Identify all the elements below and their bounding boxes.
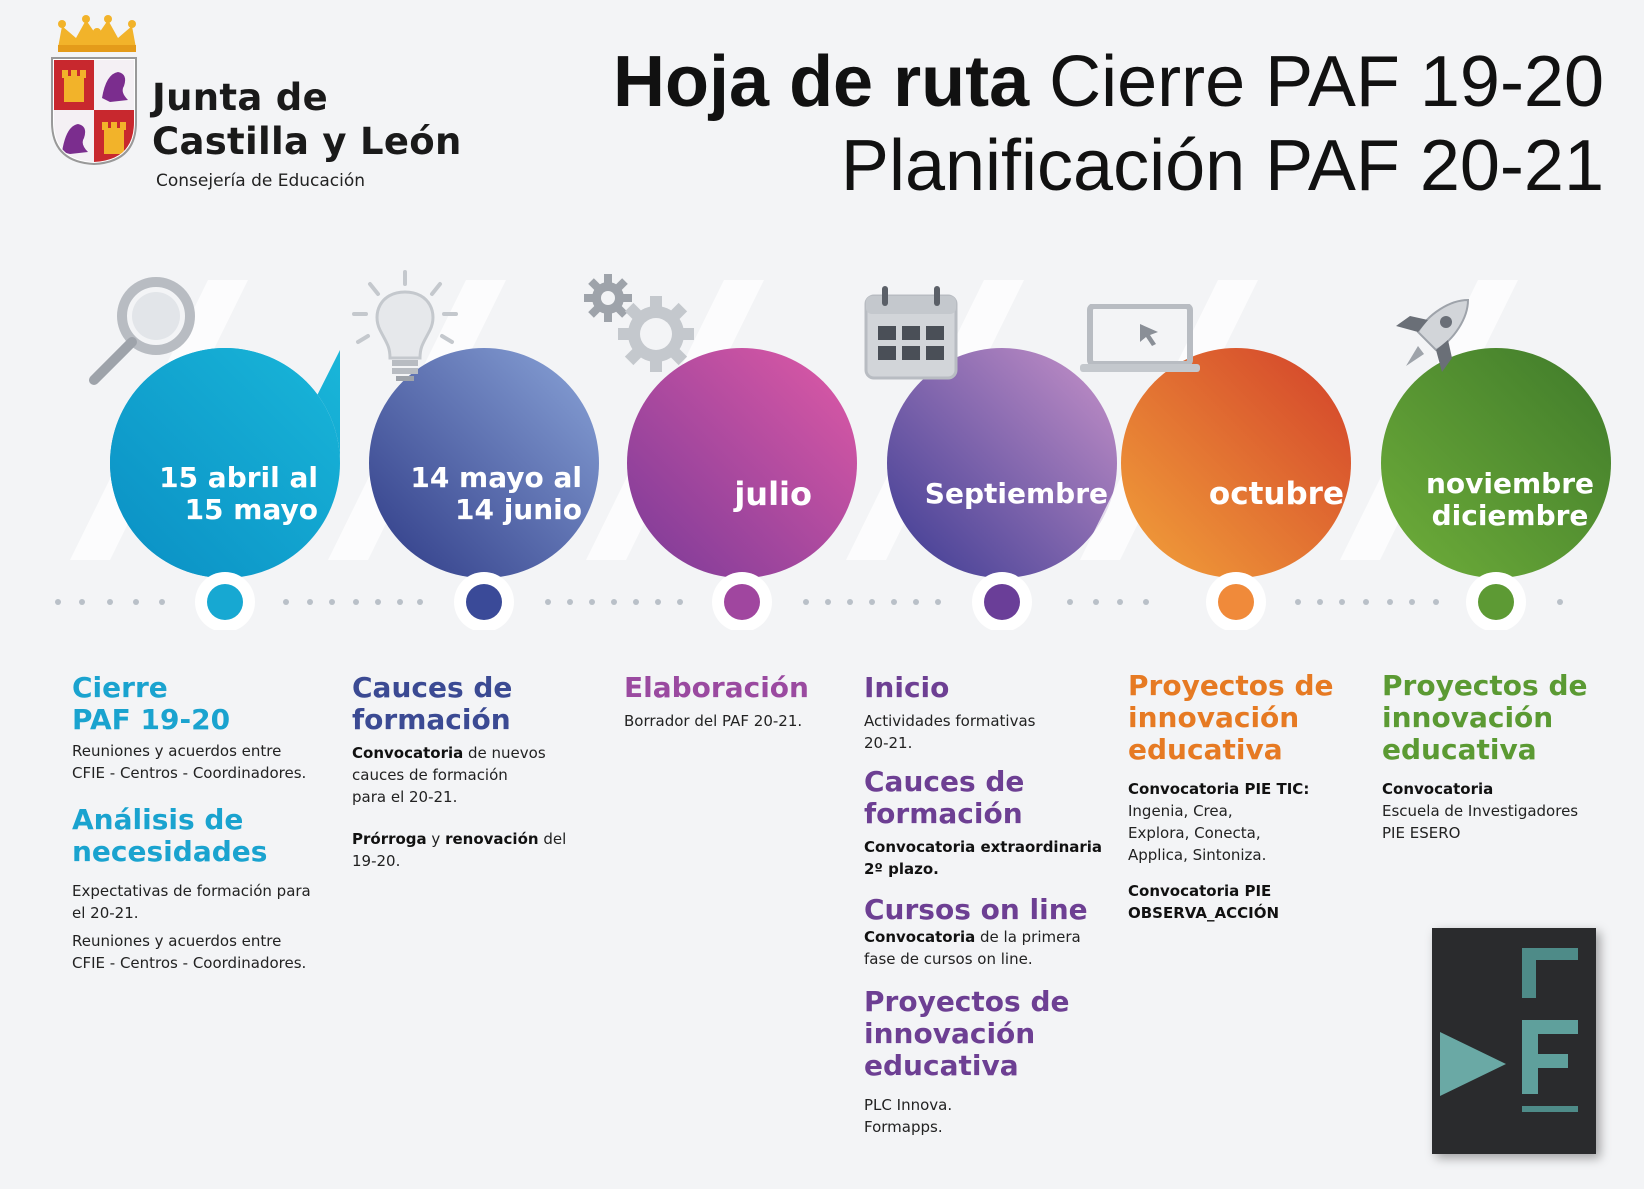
c1-heading-2	[72, 804, 332, 868]
coat-of-arms-icon	[50, 56, 138, 166]
c2-text-2-rest: del	[538, 830, 567, 848]
c2-text-2-bold2: renovación	[445, 830, 539, 848]
stage-label-5-line1: octubre	[1208, 476, 1344, 512]
c2-text-2-mid: y	[426, 830, 446, 848]
column-5	[1128, 670, 1368, 924]
stage-label-3-line1: julio	[734, 475, 812, 513]
c2-text-2-bold1: Prórroga	[352, 830, 427, 848]
stage-label-6-line1: noviembre	[1425, 467, 1595, 500]
c2-text-1-rest: de nuevos	[463, 744, 546, 762]
c5-heading-1-line2: innovación	[1128, 701, 1300, 734]
c4-text-3-rest: de la primera	[975, 928, 1081, 946]
jcyl-logo	[48, 14, 468, 199]
ff-logo-badge	[1432, 928, 1596, 1154]
c5-text-2-line1: Convocatoria PIE	[1128, 882, 1272, 900]
timeline	[0, 250, 1644, 630]
stage-label-2-line2: 14 junio	[454, 493, 582, 526]
c6-heading-1-line3: educativa	[1382, 733, 1537, 766]
stage-shape-6	[1340, 280, 1611, 630]
ff-logo-icon	[1432, 928, 1596, 1154]
c6-text-1	[1382, 778, 1622, 844]
c5-heading-1-line3: educativa	[1128, 733, 1283, 766]
c5-text-1-line2: Ingenia, Crea,	[1128, 802, 1233, 820]
c4-text-2	[864, 836, 1108, 880]
c3-text-1: Borrador del PAF 20-21.	[624, 712, 803, 730]
c4-text-1	[864, 710, 1108, 754]
c5-text-1	[1128, 778, 1368, 866]
stage-label-1	[150, 462, 318, 526]
stage-label-4	[918, 478, 1108, 510]
c4-text-1-line2: 20-21.	[864, 734, 913, 752]
c4-heading-2-line1: Cauces de	[864, 765, 1025, 798]
c6-heading-1-line2: innovación	[1382, 701, 1554, 734]
department-name: Consejería de Educación	[156, 171, 366, 191]
c4-text-3-bold: Convocatoria	[864, 928, 976, 946]
c1-text-3-line1: Reuniones y acuerdos entre	[72, 932, 282, 950]
stage-label-1-line1: 15 abril al	[159, 461, 318, 494]
laptop-icon	[1078, 304, 1202, 374]
column-4	[864, 672, 1108, 1138]
c6-text-1-bold: Convocatoria	[1382, 780, 1494, 798]
title-line1	[613, 40, 1604, 124]
c1-text-3-line2: CFIE - Centros - Coordinadores.	[72, 954, 307, 972]
rocket-icon	[1388, 296, 1474, 380]
c4-heading-3: Cursos on line	[864, 893, 1088, 926]
c1-heading-1-line2: PAF 19-20	[72, 703, 231, 736]
c2-heading-1-line1: Cauces de	[352, 671, 513, 704]
stage-label-5	[1176, 478, 1344, 510]
c1-text-3	[72, 930, 332, 974]
c1-text-1	[72, 740, 332, 784]
c1-heading-1-line1: Cierre	[72, 671, 168, 704]
c5-text-1-line3: Explora, Conecta,	[1128, 824, 1261, 842]
c4-heading-4-line3: educativa	[864, 1049, 1019, 1082]
stage-label-6-line2: diciembre	[1431, 499, 1589, 532]
title-bold: Hoja de ruta	[613, 42, 1030, 122]
title-line2: Planificación PAF 20-21	[840, 126, 1604, 206]
c4-text-1-line1: Actividades formativas	[864, 712, 1036, 730]
c2-heading-1	[352, 672, 592, 736]
column-2	[352, 672, 592, 872]
c4-heading-4	[864, 986, 1108, 1082]
c5-text-1-bold: Convocatoria PIE TIC:	[1128, 780, 1310, 798]
c4-heading-1: Inicio	[864, 671, 950, 704]
c5-heading-1-line1: Proyectos de	[1128, 669, 1334, 702]
c1-heading-2-line2: necesidades	[72, 835, 268, 868]
column-1	[72, 672, 332, 974]
c5-text-2	[1128, 880, 1368, 924]
c6-text-1-line2: Escuela de Investigadores	[1382, 802, 1579, 820]
c1-text-2	[72, 880, 332, 924]
stage-label-2	[402, 462, 582, 526]
c2-text-1-line3: para el 20-21.	[352, 788, 458, 806]
c4-text-4-line2: Formapps.	[864, 1118, 943, 1136]
c4-text-4-line1: PLC Innova.	[864, 1096, 953, 1114]
calendar-icon	[862, 284, 960, 384]
org-name-line1: Junta de	[152, 76, 328, 119]
page-title	[613, 40, 1604, 208]
c2-text-1	[352, 742, 592, 808]
title-rest: Cierre PAF 19-20	[1029, 42, 1604, 122]
c6-heading-1	[1382, 670, 1622, 766]
c4-text-4	[864, 1094, 1108, 1138]
c3-heading-1: Elaboración	[624, 671, 809, 704]
dotted-line	[55, 599, 1563, 605]
c2-heading-1-line2: formación	[352, 703, 511, 736]
c1-heading-2-line1: Análisis de	[72, 803, 244, 836]
c1-heading-1	[72, 672, 332, 736]
c5-heading-1	[1128, 670, 1368, 766]
c4-heading-2	[864, 766, 1108, 830]
c4-text-3	[864, 926, 1108, 970]
stage-label-4-line1: Septiembre	[924, 477, 1108, 510]
c4-text-2-line2: 2º plazo.	[864, 860, 939, 878]
c2-text-1-bold: Convocatoria	[352, 744, 464, 762]
c1-text-1-line2: CFIE - Centros - Coordinadores.	[72, 764, 307, 782]
gears-icon	[580, 268, 700, 378]
c1-text-2-line2: el 20-21.	[72, 904, 139, 922]
c4-text-2-line1: Convocatoria extraordinaria	[864, 838, 1103, 856]
c1-text-1-line1: Reuniones y acuerdos entre	[72, 742, 282, 760]
stage-label-3	[690, 475, 812, 513]
column-6	[1382, 670, 1622, 844]
column-3	[624, 672, 864, 732]
c2-text-2	[352, 828, 592, 872]
c4-heading-2-line2: formación	[864, 797, 1023, 830]
stage-label-1-line2: 15 mayo	[184, 493, 318, 526]
c2-text-2-line2: 19-20.	[352, 852, 401, 870]
c4-heading-4-line1: Proyectos de	[864, 985, 1070, 1018]
magnifier-icon	[84, 276, 204, 386]
c1-text-2-line1: Expectativas de formación para	[72, 882, 311, 900]
c6-heading-1-line1: Proyectos de	[1382, 669, 1588, 702]
stage-label-6	[1420, 468, 1600, 532]
c6-text-1-line3: PIE ESERO	[1382, 824, 1461, 842]
c5-text-2-line2: OBSERVA_ACCIÓN	[1128, 904, 1279, 922]
c5-text-1-line4: Applica, Sintoniza.	[1128, 846, 1267, 864]
crown-icon	[52, 14, 142, 54]
c4-text-3-line2: fase de cursos on line.	[864, 950, 1033, 968]
org-name-line2: Castilla y León	[152, 120, 462, 163]
stage-label-2-line1: 14 mayo al	[410, 461, 582, 494]
c4-heading-4-line2: innovación	[864, 1017, 1036, 1050]
c2-text-1-line2: cauces de formación	[352, 766, 508, 784]
lightbulb-icon	[350, 270, 460, 390]
